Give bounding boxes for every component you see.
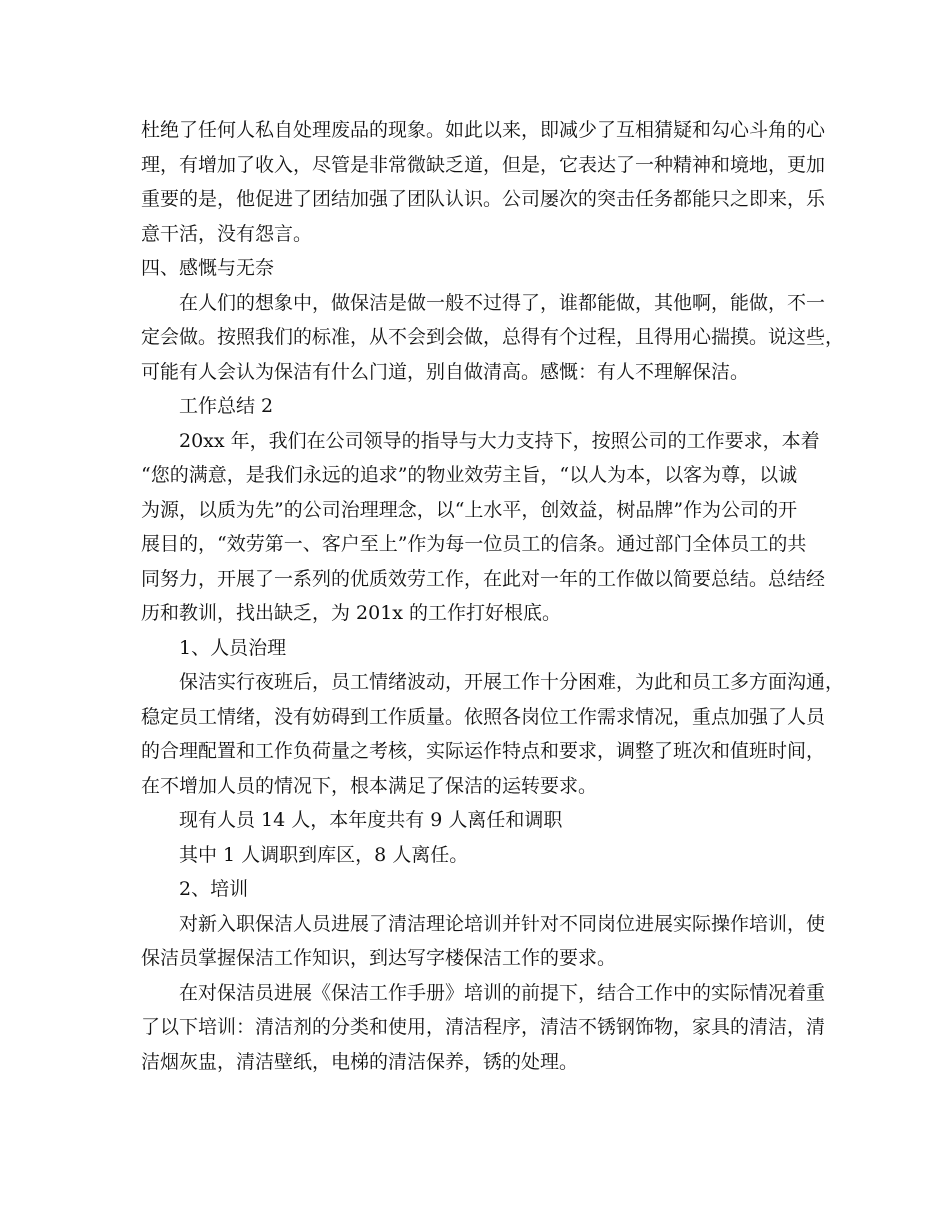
paragraph-night-shift: [141, 665, 845, 803]
text-line: 重要的是，他促进了团结加强了团队认识。公司屡次的突击任务都能只之即来，乐: [141, 188, 826, 210]
heading-text: 1、人员治理: [179, 636, 287, 659]
text-line: 现有人员 14 人，本年度共有 9 人离任和调职: [179, 809, 563, 831]
text-line: 同努力，开展了一系列的优质效劳工作，在此对一年的工作做以简要总结。总结经: [141, 567, 826, 590]
paragraph-staff-transfer: [141, 838, 821, 873]
text-line: 理，有增加了收入，尽管是非常微缺乏道，但是，它表达了一种精神和境地，更加: [141, 153, 826, 176]
paragraph-annual-overview: [141, 424, 826, 631]
text-line: 展目的，“效劳第一、客户至上”作为每一位员工的信条。通过部门全体员工的共: [141, 533, 807, 555]
document-body: [141, 113, 845, 1079]
text-line: 其中 1 人调职到库区，8 人离任。: [179, 843, 469, 866]
paragraph-disposal-result: [141, 113, 826, 251]
section-heading-feelings: [141, 251, 821, 286]
text-line: 为源，以质为先”的公司治理理念，以“上水平，创效益，树品牌”作为公司的开: [141, 498, 798, 521]
text-line: 稳定员工情绪，没有妨碍到工作质量。依照各岗位工作需求情况，重点加强了人员: [141, 705, 826, 728]
text-line: 20xx 年，我们在公司领导的指导与大力支持下，按照公司的工作要求，本着: [179, 429, 820, 452]
text-line: 可能有人会认为保洁有什么门道，别自做清高。感慨：有人不理解保洁。: [141, 360, 750, 383]
text-line: 在对保洁员进展《保洁工作手册》培训的前提下，结合工作中的实际情况着重: [179, 981, 826, 1004]
paragraph-imagination: [141, 286, 845, 390]
heading-text: 四、感慨与无奈: [141, 257, 275, 279]
paragraph-staff-count: [141, 803, 821, 838]
text-line: “您的满意，是我们永远的追求”的物业效劳主旨，“以人为本，以客为尊，以诚: [141, 464, 798, 486]
section-heading-personnel: [141, 631, 821, 666]
text-line: 了以下培训：清洁剂的分类和使用，清洁程序，清洁不锈钢饰物，家具的清洁，清: [141, 1016, 826, 1038]
heading-text: 2、培训: [179, 878, 249, 900]
section-heading-summary-2: [141, 389, 821, 424]
text-line: 定会做。按照我们的标准，从不会到会做，总得有个过程，且得用心揣摸。说这些，: [141, 326, 845, 348]
text-line: 历和教训，找出缺乏，为 201x 的工作打好根底。: [141, 602, 562, 624]
section-heading-training: [141, 872, 821, 907]
text-line: 杜绝了任何人私自处理废品的现象。如此以来，即减少了互相猜疑和勾心斗角的心: [141, 119, 826, 141]
paragraph-manual-training: [141, 976, 826, 1080]
paragraph-new-staff-training: [141, 907, 826, 976]
text-line: 保洁员掌握保洁工作知识，到达写字楼保洁工作的要求。: [141, 947, 617, 969]
text-line: 对新入职保洁人员进展了清洁理论培训并针对不同岗位进展实际操作培训，使: [179, 912, 826, 935]
heading-text: 工作总结 2: [179, 395, 274, 417]
text-line: 在人们的想象中，做保洁是做一般不过得了，谁都能做，其他啊，能做，不一: [179, 291, 826, 314]
text-line: 在不增加人员的情况下，根本满足了保洁的运转要求。: [141, 774, 598, 797]
text-line: 的合理配置和工作负荷量之考核，实际运作特点和要求，调整了班次和值班时间，: [141, 740, 826, 762]
text-line: 意干活，没有怨言。: [141, 222, 313, 245]
text-line: 保洁实行夜班后，员工情绪波动，开展工作十分困难，为此和员工多方面沟通，: [179, 671, 845, 693]
text-line: 洁烟灰盅，清洁壁纸，电梯的清洁保养，锈的处理。: [141, 1050, 579, 1073]
